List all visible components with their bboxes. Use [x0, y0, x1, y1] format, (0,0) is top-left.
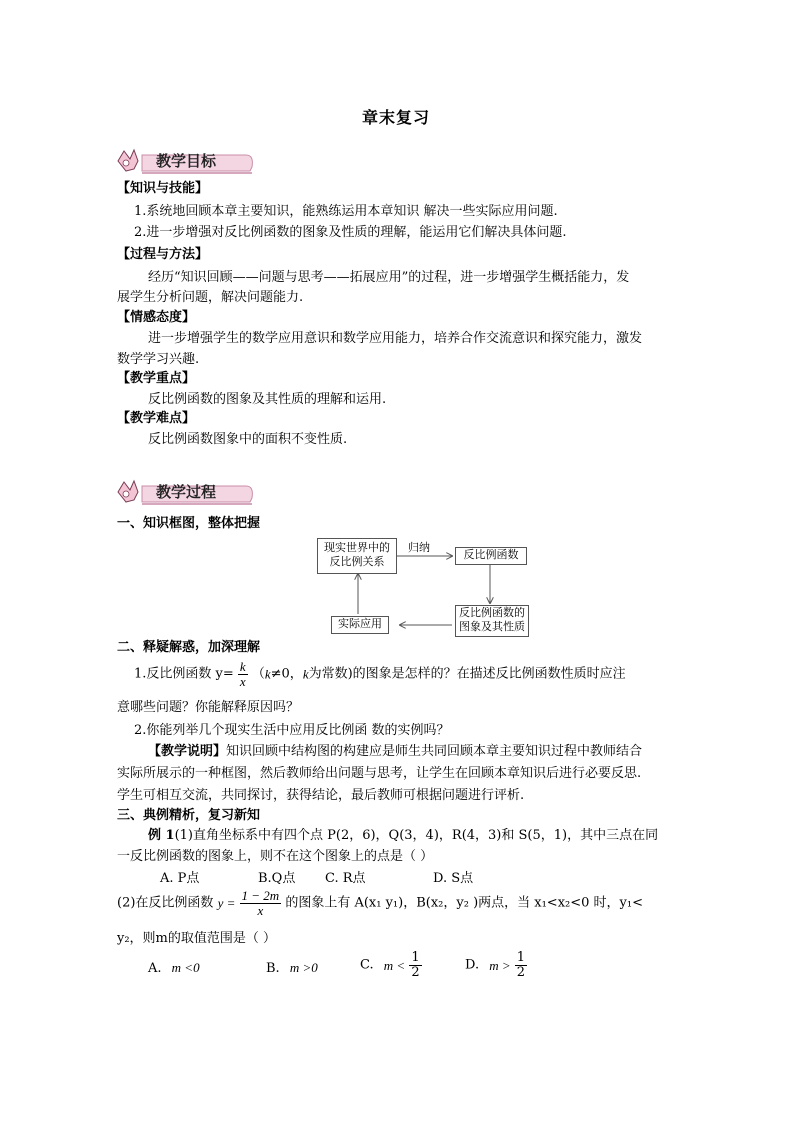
choice-2b-label: B. — [266, 961, 280, 976]
choice-1a: A. P点 — [160, 871, 200, 886]
p2-frac-num: 1 − 2m — [241, 888, 280, 903]
banner-label: 教学过程 — [156, 483, 217, 501]
attitude-line-2: 数学学习兴趣. — [117, 352, 200, 367]
example-1-part-2 — [117, 889, 643, 917]
heading-attitude: 【情感态度】 — [117, 310, 196, 325]
q1-fraction — [238, 660, 248, 688]
process-line-1: 经历“知识回顾——问题与思考——拓展应用”的过程，进一步增强学生概括能力，发 — [148, 270, 630, 285]
choice-2a-expr: m <0 — [171, 960, 200, 975]
page-title: 章末复习 — [362, 108, 431, 127]
choice-2c-label: C. — [360, 957, 374, 973]
example-1-line-2: 一反比例函数的图象上，则不在这个图象上的点是（ ） — [117, 849, 434, 864]
p2-fraction — [240, 889, 282, 917]
example-1-line-1 — [148, 829, 658, 842]
heading-part1: 一、知识框图，整体把握 — [117, 516, 261, 531]
choice-2d — [465, 951, 527, 979]
choice-2d-den: 2 — [516, 964, 526, 980]
box-application: 实际应用 — [331, 616, 389, 634]
box-real-line2: 反比例关系 — [329, 555, 385, 568]
p2-rest: 的图象上有 A(x₁ y₁)，B(x₂，y₂ )两点，当 x₁<x₂<0 时，y₁< — [285, 895, 643, 911]
box-graph-line2: 图象及其性质 — [459, 620, 525, 633]
question-2: 2.你能列举几个现实生活中应用反比例函 数的实例吗？ — [134, 723, 450, 738]
difficulty-text: 反比例函数图象中的面积不变性质. — [148, 432, 348, 447]
choice-1c: C. R点 — [325, 871, 366, 886]
teaching-note-label: 【教学说明】 — [148, 744, 227, 759]
teaching-note-text-1: 知识回顾中结构图的构建应是师生共同回顾本章主要知识过程中教师结合 — [226, 744, 643, 759]
box-graph-line1: 反比例函数的 — [459, 606, 525, 619]
heading-part3: 三、典例精析，复习新知 — [117, 808, 261, 823]
choice-2c-den: 2 — [411, 964, 420, 980]
q1-neq: ≠0， — [270, 666, 303, 682]
heading-process: 【过程与方法】 — [117, 247, 209, 262]
heading-key: 【教学重点】 — [117, 371, 196, 386]
heading-difficulty: 【教学难点】 — [117, 411, 196, 426]
q1-prefix: 1.反比例函数 y= — [134, 666, 234, 682]
attitude-line-1: 进一步增强学生的数学应用意识和数学应用能力，培养合作交流意识和探究能力，激发 — [148, 331, 643, 346]
p2-frac-den: x — [257, 902, 264, 918]
q1-k2: k — [302, 666, 309, 682]
choice-2b — [266, 961, 318, 975]
q1-cond-rest: 为常数)的图象是怎样的？在描述反比例函数性质时应注 — [308, 666, 626, 682]
example-label: 例 1 — [148, 828, 175, 843]
box-inverse-function: 反比例函数 — [455, 547, 527, 565]
question-1-line-2: 意哪些问题？你能解释原因吗？ — [117, 700, 300, 715]
knowledge-item-2: 2.进一步增强对反比例函数的图象及性质的理解，能运用它们解决具体问题. — [134, 225, 567, 240]
teaching-note-line-3: 学生可相互交流，共同探讨，获得结论，最后教师可根据问题进行评析. — [117, 788, 525, 803]
choice-2d-fraction — [515, 951, 527, 979]
teaching-note-line-2: 实际所展示的一种框图，然后教师给出问题与思考，让学生在回顾本章知识后进行必要反思. — [117, 766, 642, 781]
choice-2c — [360, 951, 422, 979]
heading-knowledge: 【知识与技能】 — [117, 181, 209, 196]
q1-k1: k — [264, 666, 271, 682]
arrow-label-induce: 归纳 — [408, 541, 430, 554]
choice-2b-expr: m >0 — [289, 960, 318, 975]
choice-1b: B.Q点 — [258, 871, 296, 886]
diagram-arrows — [300, 530, 550, 645]
choice-2d-label: D. — [465, 957, 480, 973]
section-banner-process — [116, 478, 256, 508]
choice-2c-num: 1 — [411, 950, 420, 965]
process-line-2: 展学生分析问题，解决问题能力. — [117, 290, 304, 305]
knowledge-item-1: 1.系统地回顾本章主要知识，能熟练运用本章知识 解决一些实际应用问题. — [134, 204, 558, 219]
q1-frac-num: k — [239, 659, 246, 674]
key-text: 反比例函数的图象及其性质的理解和运用. — [148, 392, 387, 407]
teaching-note-line-1 — [148, 745, 642, 758]
p2-y: y = — [217, 895, 236, 911]
choice-2a — [148, 961, 200, 975]
question-1 — [134, 660, 626, 688]
heading-part2: 二、释疑解惑，加深理解 — [117, 640, 261, 655]
banner-label: 教学目标 — [156, 152, 217, 170]
choice-1d: D. S点 — [433, 871, 474, 886]
choice-2c-fraction — [409, 951, 421, 979]
p2-prefix: (2)在反比例函数 — [117, 895, 214, 911]
choice-2d-expr: m > — [489, 957, 511, 973]
q1-cond-open: （ — [251, 666, 265, 682]
box-real-line1: 现实世界中的 — [324, 541, 390, 554]
section-banner-objectives — [116, 147, 256, 177]
choice-2a-label: A. — [148, 961, 162, 976]
choice-2c-expr: m < — [383, 957, 406, 973]
q1-frac-den: x — [239, 673, 246, 689]
example-text-1: (1)直角坐标系中有四个点 P(2，6)，Q(3，4)，R(4，3)和 S(5，1)，其中三点在同 — [174, 828, 659, 843]
example-1-part-2-line-2: y₂，则m的取值范围是（ ） — [117, 931, 277, 946]
choice-2d-num: 1 — [516, 950, 526, 965]
